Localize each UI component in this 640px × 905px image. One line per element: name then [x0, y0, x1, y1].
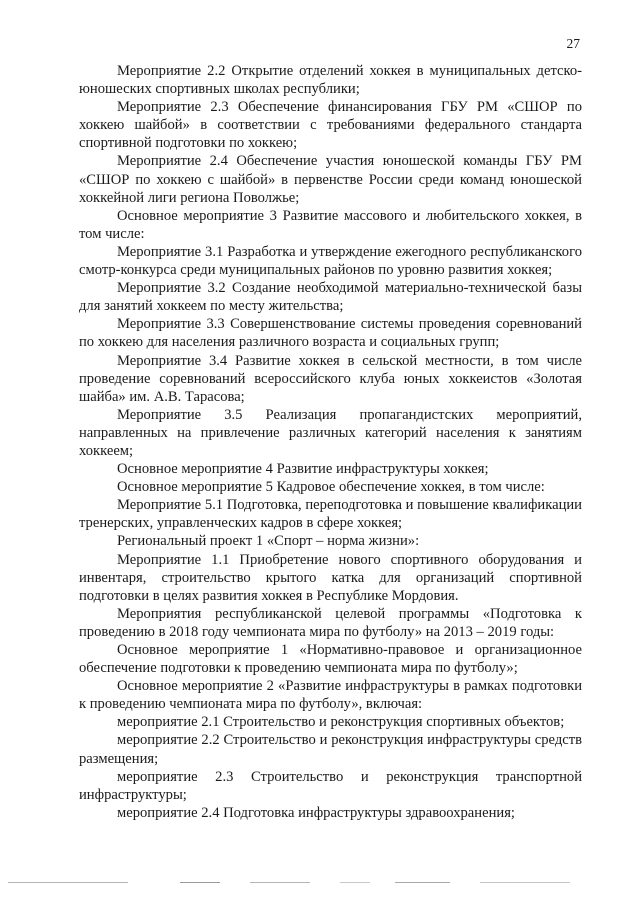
paragraph: Мероприятие 2.2 Открытие отделений хоккея в муниципальных детско-юношеских спортивных школах республики;: [79, 63, 582, 98]
paragraph: Основное мероприятие 4 Развитие инфраструктуры хоккея;: [117, 461, 489, 478]
paragraph: Мероприятие 5.1 Подготовка, переподготовка и повышение квалификации тренерских, управленческих кадров в сфере хоккея;: [79, 497, 582, 532]
scan-artifact-line: [0, 880, 640, 886]
paragraph: Мероприятие 2.3 Обеспечение финансирования ГБУ РМ «СШОР по хоккею шайбой» в соответствии с требованиями федерального стандарта спортивной подготовки по хоккею;: [79, 99, 582, 152]
paragraph: Основное мероприятие 1 «Нормативно-правовое и организационное обеспечение подготовки к проведению чемпионата мира по футболу»;: [79, 642, 582, 677]
paragraph: Основное мероприятие 3 Развитие массового и любительского хоккея, в том числе:: [79, 207, 582, 242]
paragraph: Основное мероприятие 5 Кадровое обеспечение хоккея, в том числе:: [117, 479, 545, 496]
paragraph: Мероприятие 1.1 Приобретение нового спортивного оборудования и инвентаря, строительство крытого катка для организаций спортивной подготовки в целях развития хоккея в Республике Мордовия.: [79, 551, 582, 604]
paragraph: Мероприятие 3.3 Совершенствование системы проведения соревнований по хоккею для населения различного возраста и социальных групп;: [79, 316, 582, 351]
paragraph: мероприятие 2.4 Подготовка инфраструктуры здравоохранения;: [117, 804, 515, 821]
page-number: 27: [566, 36, 580, 51]
paragraph: Основное мероприятие 2 «Развитие инфраструктуры в рамках подготовки к проведению чемпионата мира по футболу», включая:: [79, 678, 582, 713]
paragraph: мероприятие 2.2 Строительство и реконструкция инфраструктуры средств размещения;: [79, 732, 582, 767]
paragraph: Региональный проект 1 «Спорт – норма жизни»:: [117, 533, 420, 550]
paragraph: Мероприятие 3.4 Развитие хоккея в сельской местности, в том числе проведение соревнований всероссийского клуба юных хоккеистов «Золотая шайба» им. А.В. Тарасова;: [79, 352, 582, 405]
paragraph: мероприятие 2.3 Строительство и реконструкция транспортной инфраструктуры;: [79, 768, 582, 803]
paragraph: мероприятие 2.1 Строительство и реконструкция спортивных объектов;: [117, 714, 565, 731]
paragraph: Мероприятие 2.4 Обеспечение участия юношеской команды ГБУ РМ «СШОР по хоккею с шайбой» в первенстве России среди команд юношеской хоккейной лиги региона Поволжье;: [79, 153, 582, 206]
document-body: [79, 62, 582, 822]
paragraph: Мероприятия республиканской целевой программы «Подготовка к проведению в 2018 году чемпионата мира по футболу» на 2013 – 2019 годы:: [79, 605, 582, 640]
paragraph: Мероприятие 3.5 Реализация пропагандистских мероприятий, направленных на привлечение различных категорий населения к занятиям хоккеем;: [79, 406, 582, 459]
paragraph: Мероприятие 3.2 Создание необходимой материально-технической базы для занятий хоккеем по месту жительства;: [79, 280, 582, 315]
paragraph: Мероприятие 3.1 Разработка и утверждение ежегодного республиканского смотр-конкурса среди муниципальных районов по уровню развития хоккея;: [79, 243, 582, 279]
